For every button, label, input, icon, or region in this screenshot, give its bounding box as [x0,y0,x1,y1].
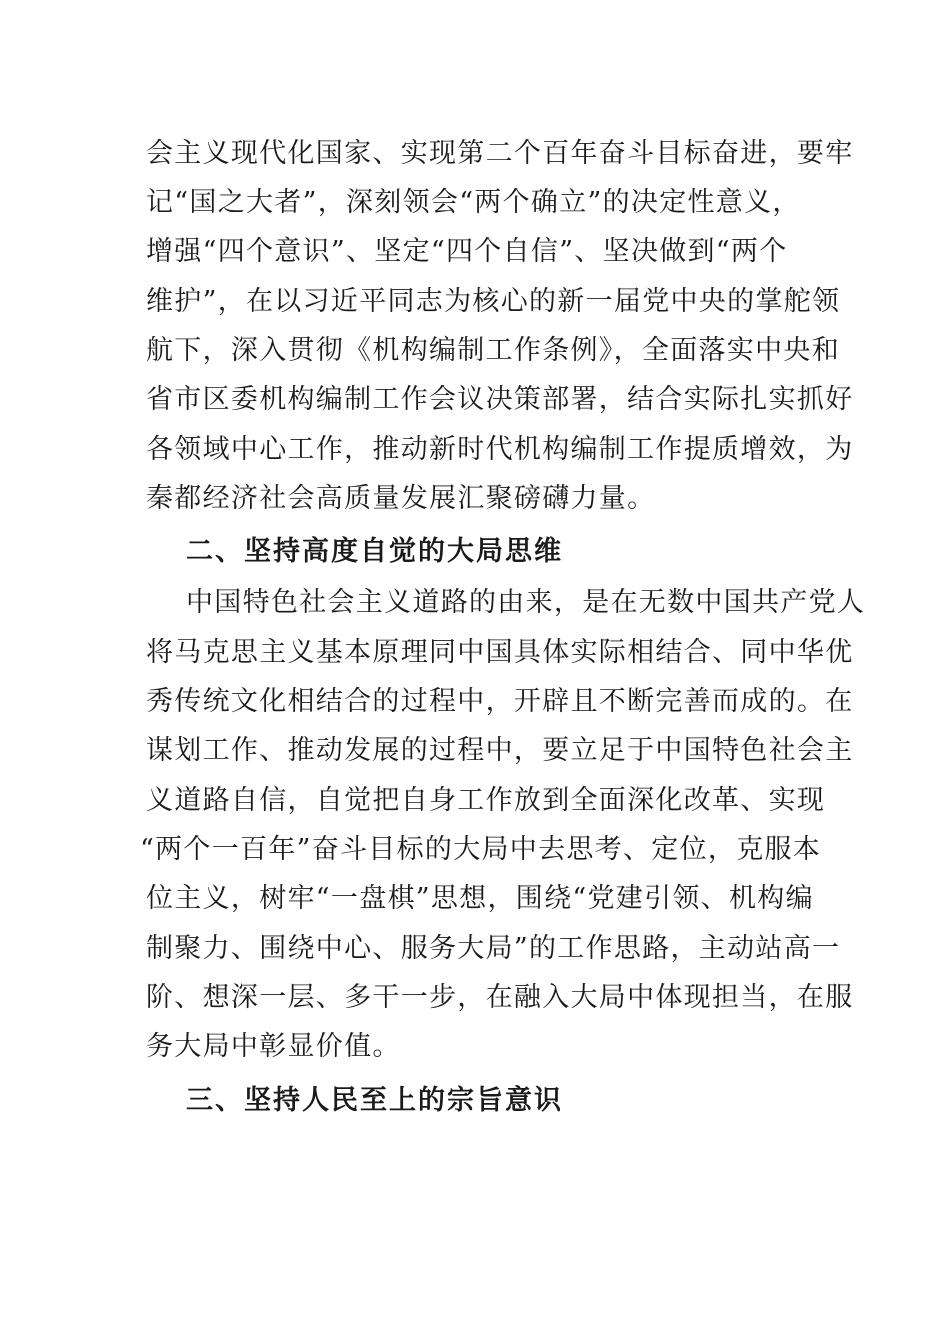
paragraph-2-line: 阶、想深一层、多干一步，在融入大局中体现担当，在服 [146,982,854,1013]
paragraph-1-line: 省市区委机构编制工作会议决策部署，结合实际扎实抓好 [146,384,854,415]
paragraph-1-line: 会主义现代化国家、实现第二个百年奋斗目标奋进，要牢 [146,138,854,169]
paragraph-1-line: 维护”，在以习近平同志为核心的新一届党中央的掌舵领 [146,286,841,317]
paragraph-2-line: 将马克思主义基本原理同中国具体实际相结合、同中华优 [146,637,854,668]
section-heading-2: 二、坚持高度自觉的大局思维 [186,536,563,567]
paragraph-1-line: 秦都经济社会高质量发展汇聚磅礴力量。 [146,483,656,514]
paragraph-1-line: 航下，深入贯彻《机构编制工作条例》，全面落实中央和 [146,335,840,366]
paragraph-2-line: 中国特色社会主义道路的由来，是在无数中国共产党人 [186,587,866,618]
paragraph-1-line: 记“国之大者”，深刻领会“两个确立”的决定性意义， [146,187,801,218]
paragraph-2-line: 谋划工作、推动发展的过程中，要立足于中国特色社会主 [146,735,854,766]
paragraph-1-line: 增强“四个意识”、坚定“四个自信”、坚决做到“两个 [146,236,788,267]
paragraph-2-line: 秀传统文化相结合的过程中，开辟且不断完善而成的。在 [146,686,854,717]
paragraph-2-line: 务大局中彰显价值。 [146,1031,401,1062]
paragraph-2-line: 义道路自信，自觉把自身工作放到全面深化改革、实现 [146,785,826,816]
paragraph-2-line: 位主义，树牢“一盘棋”思想，围绕“党建引领、机构编 [146,883,814,914]
paragraph-2-line: “两个一百年”奋斗目标的大局中去思考、定位，克服本 [140,834,822,865]
paragraph-2-line: 制聚力、围绕中心、服务大局”的工作思路，主动站高一 [146,933,841,964]
section-heading-3: 三、坚持人民至上的宗旨意识 [186,1085,563,1116]
paragraph-1-line: 各领域中心工作，推动新时代机构编制工作提质增效，为 [146,434,854,465]
